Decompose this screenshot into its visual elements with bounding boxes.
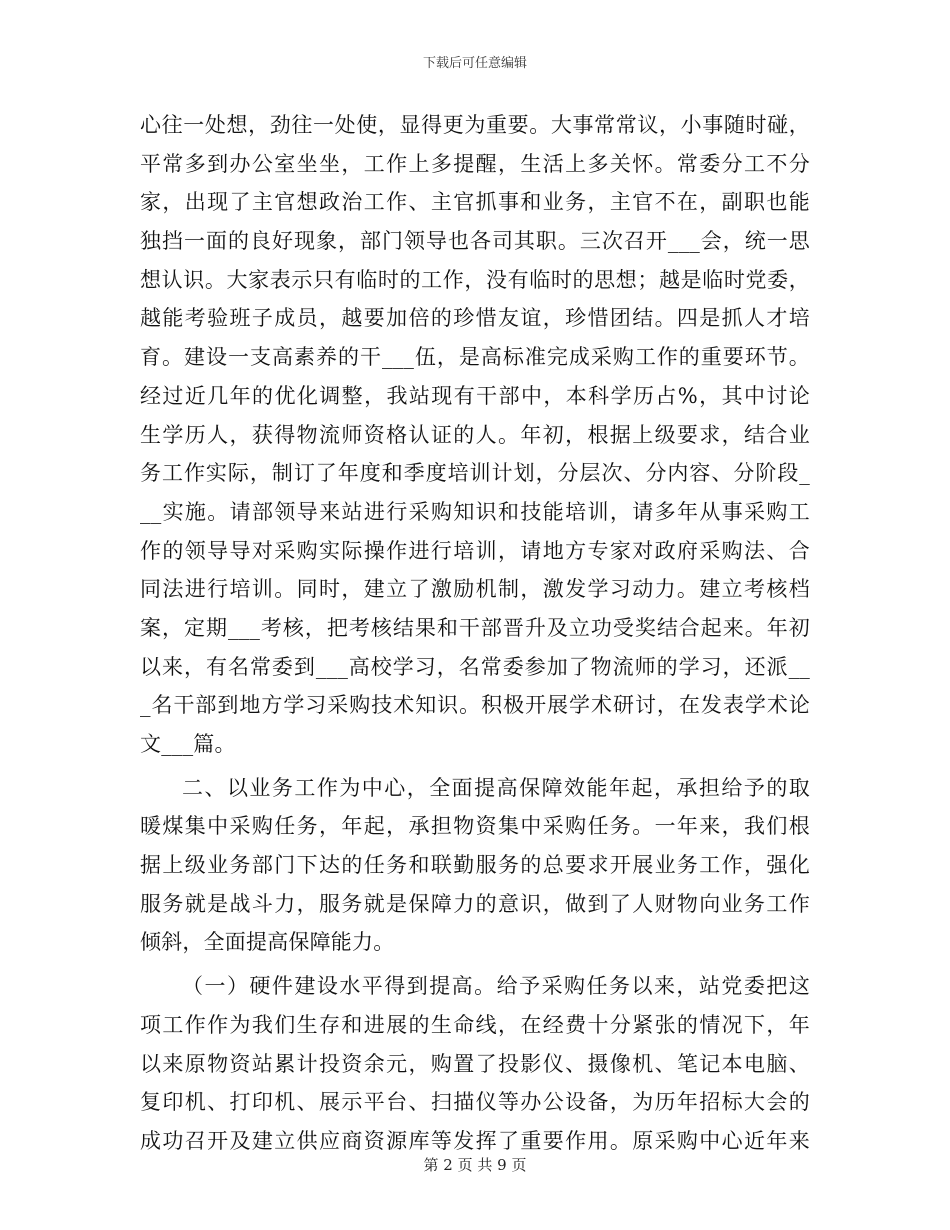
text-line: 服务就是战斗力，服务就是保障力的意识，做到了人财物向业务工作 xyxy=(140,891,810,916)
text-line: 文___篇。 xyxy=(140,732,236,756)
text-line: 生学历人，获得物流师资格认证的人。年初，根据上级要求，结合业 xyxy=(140,422,810,447)
text-line: 暖煤集中采购任务，年起，承担物资集中采购任务。一年来，我们根 xyxy=(140,814,810,839)
text-line: 据上级业务部门下达的任务和联勤服务的总要求开展业务工作，强化 xyxy=(140,853,810,878)
text-line: 案，定期___考核，把考核结果和干部晋升及立功受奖结合起来。年初 xyxy=(140,615,810,640)
text-line: 独挡一面的良好现象，部门领导也各司其职。三次召开___会，统一思 xyxy=(140,229,810,254)
text-line: 项工作作为我们生存和进展的生命线，在经费十分紧张的情况下，年 xyxy=(140,1012,810,1037)
text-line: 二、以业务工作为中心，全面提高保障效能年起，承担给予的取 xyxy=(182,775,810,800)
text-line: 育。建设一支高素养的干___伍，是高标准完成采购工作的重要环节。 xyxy=(140,345,810,370)
text-line: 经过近几年的优化调整，我站现有干部中，本科学历占%，其中讨论 xyxy=(140,383,810,408)
paragraph xyxy=(140,967,810,1160)
page-header-note: 下载后可任意编辑 xyxy=(422,56,527,71)
text-line: __实施。请部领导来站进行采购知识和技能培训，请多年从事采购工 xyxy=(140,499,810,524)
text-line: 想认识。大家表示只有临时的工作，没有临时的思想；越是临时党委， xyxy=(140,267,810,292)
text-line: 同法进行培训。同时，建立了激励机制，激发学习动力。建立考核档 xyxy=(140,577,810,602)
text-line: 倾斜，全面提高保障能力。 xyxy=(140,930,395,955)
text-line: 越能考验班子成员，越要加倍的珍惜友谊，珍惜团结。四是抓人才培 xyxy=(140,306,810,331)
text-line: 以来原物资站累计投资余元，购置了投影仪、摄像机、笔记本电脑、 xyxy=(140,1051,810,1076)
text-line: 以来，有名常委到___高校学习，名常委参加了物流师的学习，还派__ xyxy=(140,654,810,679)
text-line: 家，出现了主官想政治工作、主官抓事和业务，主官不在，副职也能 xyxy=(140,190,810,215)
paragraph xyxy=(140,769,810,962)
document-body xyxy=(140,106,810,1161)
paragraph xyxy=(140,106,810,764)
text-line: （一）硬件建设水平得到提高。给予采购任务以来，站党委把这 xyxy=(182,974,810,999)
text-line: 作的领导导对采购实际操作进行培训，请地方专家对政府采购法、合 xyxy=(140,538,810,563)
text-line: _名干部到地方学习采购技术知识。积极开展学术研讨，在发表学术论 xyxy=(140,693,810,718)
text-line: 复印机、打印机、展示平台、扫描仪等办公设备，为历年招标大会的 xyxy=(140,1090,810,1115)
page-number-footer: 第 2 页 共 9 页 xyxy=(423,1156,527,1174)
text-line: 平常多到办公室坐坐，工作上多提醒，生活上多关怀。常委分工不分 xyxy=(140,151,810,176)
text-line: 成功召开及建立供应商资源库等发挥了重要作用。原采购中心近年来 xyxy=(140,1128,810,1153)
text-line: 务工作实际，制订了年度和季度培训计划，分层次、分内容、分阶段_ xyxy=(140,461,810,486)
text-line: 心往一处想，劲往一处使，显得更为重要。大事常常议，小事随时碰， xyxy=(140,113,810,137)
